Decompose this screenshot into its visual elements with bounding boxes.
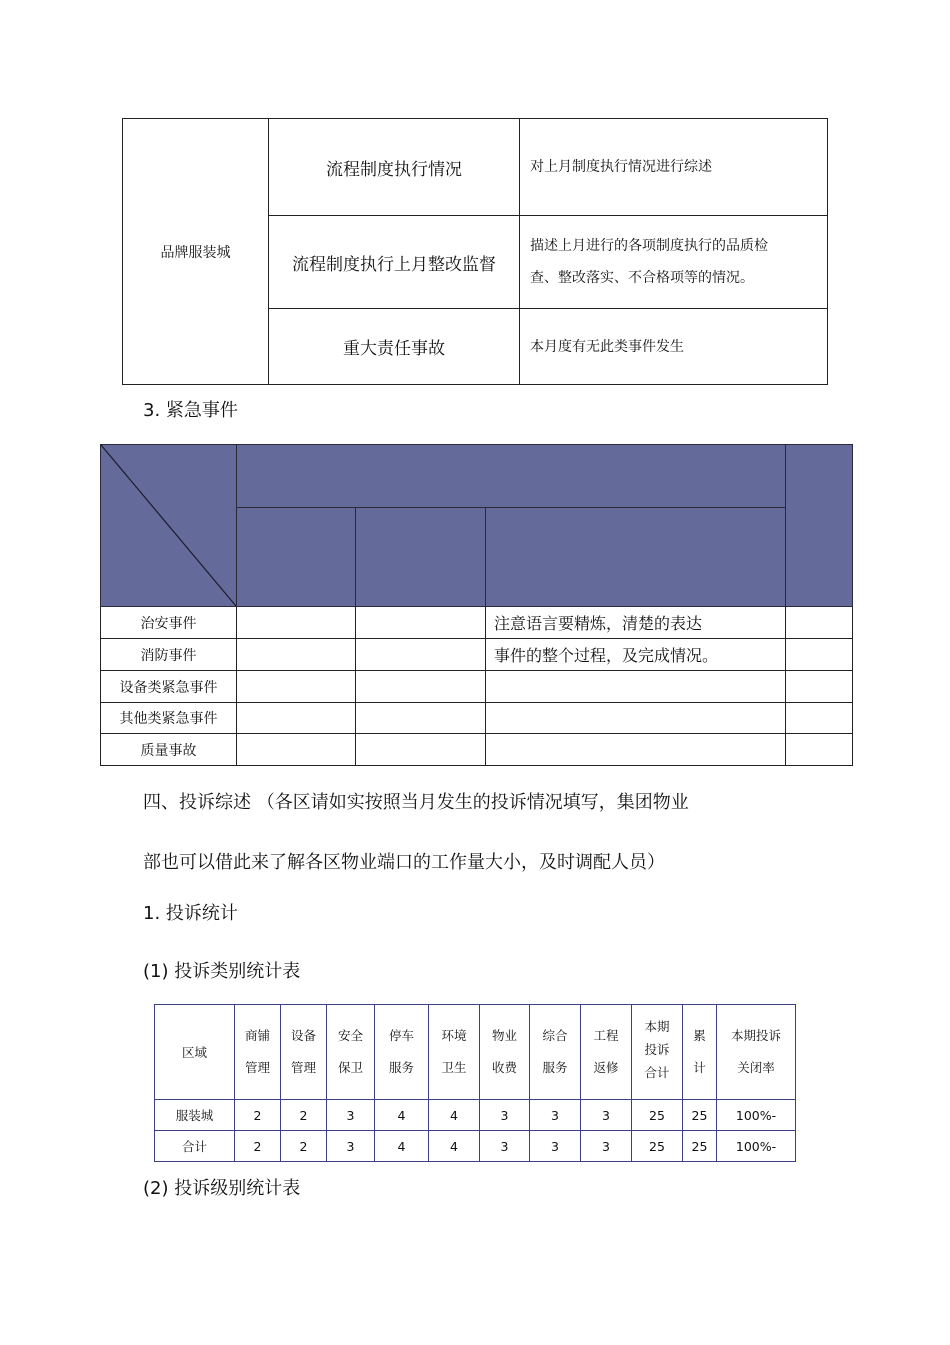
emergency-heading: 3. 紧急事件 <box>143 400 238 421</box>
col-header: 设备 管理 <box>281 1005 327 1100</box>
brand-process-table <box>122 118 828 385</box>
table-row <box>101 671 853 703</box>
desc-cell <box>520 216 828 309</box>
diagonal-line <box>101 445 236 606</box>
empty-cell <box>486 703 786 734</box>
table-row <box>101 734 853 766</box>
value-cell: 3 <box>530 1131 581 1162</box>
empty-cell <box>786 639 853 671</box>
row-label: 其他类紧急事件 <box>101 703 237 734</box>
item-cell <box>269 216 520 309</box>
note-line-2: 事件的整个过程，及完成情况。 <box>486 639 786 671</box>
header-cell <box>356 508 486 607</box>
value-cell: 3 <box>530 1100 581 1131</box>
empty-cell <box>786 734 853 766</box>
value-cell: 25 <box>632 1100 683 1131</box>
value-cell: 2 <box>281 1131 327 1162</box>
col-header: 工程 返修 <box>581 1005 632 1100</box>
desc-cell <box>520 309 828 385</box>
header-group-cell <box>237 445 786 508</box>
value-cell: 100%- <box>717 1131 796 1162</box>
empty-cell <box>237 607 356 639</box>
desc-line: 本月度有无此类事件发生 <box>530 338 684 355</box>
row-label: 质量事故 <box>101 734 237 766</box>
category-table-title: (1) 投诉类别统计表 <box>143 961 301 982</box>
empty-cell <box>237 734 356 766</box>
col-header: 累 计 <box>683 1005 717 1100</box>
empty-cell <box>356 703 486 734</box>
header-cell <box>237 508 356 607</box>
group-label: 品牌服装城 <box>160 244 231 261</box>
empty-cell <box>237 671 356 703</box>
empty-cell <box>356 639 486 671</box>
desc-line: 查、整改落实、不合格项等的情况。 <box>530 270 754 286</box>
col-header: 综合 服务 <box>530 1005 581 1100</box>
level-table-title: (2) 投诉级别统计表 <box>143 1178 301 1199</box>
complaint-category-table <box>154 1004 796 1162</box>
header-row <box>155 1005 796 1100</box>
col-header: 安全 保卫 <box>327 1005 375 1100</box>
value-cell: 25 <box>632 1131 683 1162</box>
item-label: 流程制度执行上月整改监督 <box>292 254 496 275</box>
value-cell: 3 <box>581 1131 632 1162</box>
col-header: 本期投诉 关闭率 <box>717 1005 796 1100</box>
empty-cell <box>356 671 486 703</box>
col-header: 环境 卫生 <box>429 1005 480 1100</box>
complaints-sub-heading: 1. 投诉统计 <box>143 903 238 924</box>
value-cell: 2 <box>281 1100 327 1131</box>
item-cell <box>269 309 520 385</box>
empty-cell <box>356 607 486 639</box>
value-cell: 3 <box>327 1100 375 1131</box>
value-cell: 3 <box>480 1100 530 1131</box>
empty-cell <box>356 734 486 766</box>
value-cell: 4 <box>429 1131 480 1162</box>
empty-cell <box>786 703 853 734</box>
group-label-cell <box>123 119 269 385</box>
value-cell: 3 <box>327 1131 375 1162</box>
col-header: 商铺 管理 <box>235 1005 281 1100</box>
col-header: 停车 服务 <box>375 1005 429 1100</box>
value-cell: 4 <box>375 1100 429 1131</box>
value-cell: 4 <box>429 1100 480 1131</box>
empty-cell <box>237 703 356 734</box>
value-cell: 2 <box>235 1131 281 1162</box>
table-row <box>101 703 853 734</box>
area-header: 区域 <box>155 1005 235 1100</box>
empty-cell <box>486 734 786 766</box>
value-cell: 3 <box>581 1100 632 1131</box>
table-row <box>101 639 853 671</box>
value-cell: 2 <box>235 1100 281 1131</box>
value-cell: 100%- <box>717 1100 796 1131</box>
complaints-section-title-2: 部也可以借此来了解各区物业端口的工作量大小，及时调配人员） <box>143 852 665 873</box>
col-header: 本期 投诉 合计 <box>632 1005 683 1100</box>
header-cell <box>486 508 786 607</box>
row-label: 治安事件 <box>101 607 237 639</box>
note-line-1: 注意语言要精炼，清楚的表达 <box>486 607 786 639</box>
row-label: 消防事件 <box>101 639 237 671</box>
item-cell <box>269 119 520 216</box>
desc-cell <box>520 119 828 216</box>
row-label: 设备类紧急事件 <box>101 671 237 703</box>
item-label: 重大责任事故 <box>343 339 445 359</box>
area-cell: 合计 <box>155 1131 235 1162</box>
emergency-table <box>100 444 853 766</box>
value-cell: 3 <box>480 1131 530 1162</box>
value-cell: 25 <box>683 1100 717 1131</box>
desc-line: 描述上月进行的各项制度执行的品质检 <box>530 238 768 254</box>
value-cell: 25 <box>683 1131 717 1162</box>
item-label: 流程制度执行情况 <box>326 159 462 180</box>
value-cell: 4 <box>375 1131 429 1162</box>
col-header: 物业 收费 <box>480 1005 530 1100</box>
complaints-section-title-1: 四、投诉综述 （各区请如实按照当月发生的投诉情况填写，集团物业 <box>143 792 689 813</box>
table-row <box>155 1131 796 1162</box>
desc-line: 对上月制度执行情况进行综述 <box>530 159 712 175</box>
empty-cell <box>237 639 356 671</box>
empty-cell <box>786 671 853 703</box>
table-row <box>155 1100 796 1131</box>
empty-cell <box>786 607 853 639</box>
empty-cell <box>486 671 786 703</box>
header-last-cell <box>786 445 853 607</box>
diagonal-header-cell <box>101 445 237 607</box>
table-row <box>101 607 853 639</box>
area-cell: 服装城 <box>155 1100 235 1131</box>
